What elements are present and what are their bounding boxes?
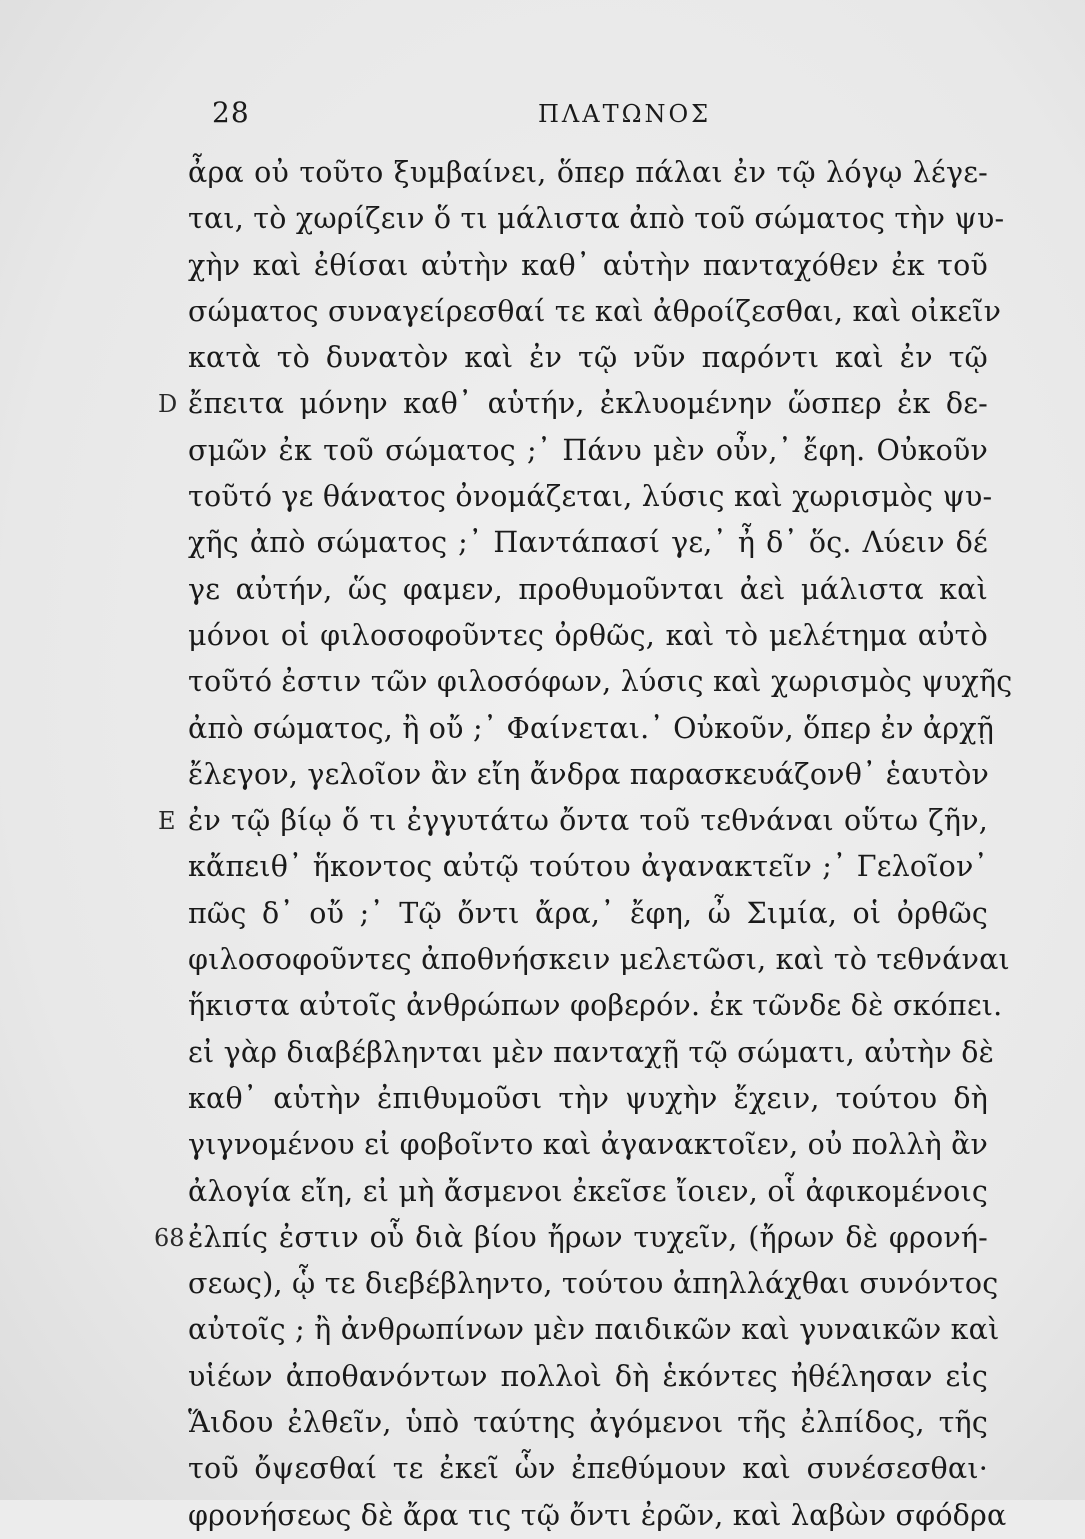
line-text: Ἅιδου ἐλθεῖν, ὑπὸ ταύτης ἀγόμενοι τῆς ἐλπίδος, τῆς bbox=[188, 1406, 988, 1440]
line-text: σμῶν ἐκ τοῦ σώματος ;᾽ Πάνυ μὲν οὖν,᾽ ἔφη. Οὐκοῦν bbox=[188, 433, 988, 467]
line-text: αὐτοῖς ; ἢ ἀνθρωπίνων μὲν παιδικῶν καὶ γυναικῶν καὶ bbox=[188, 1313, 1000, 1347]
text-line bbox=[188, 1354, 988, 1400]
line-text: γιγνομένου εἰ φοβοῖντο καὶ ἀγανακτοῖεν, οὐ πολλὴ ἂν bbox=[188, 1128, 989, 1162]
line-text: τοῦτό γε θάνατος ὀνομάζεται, λύσις καὶ χωρισμὸς ψυ- bbox=[188, 480, 993, 514]
line-text: μόνοι οἱ φιλοσοφοῦντες ὀρθῶς, καὶ τὸ μελέτημα αὐτὸ bbox=[188, 618, 988, 652]
text-line bbox=[188, 752, 988, 798]
line-text: φιλοσοφοῦντες ἀποθνήσκειν μελετῶσι, καὶ τὸ τεθνάναι bbox=[188, 943, 1010, 977]
text-line bbox=[188, 983, 1003, 1029]
text-line bbox=[188, 428, 988, 474]
text-line bbox=[188, 196, 1005, 242]
text-line bbox=[188, 335, 988, 381]
line-text: ἥκιστα αὐτοῖς ἀνθρώπων φοβερόν. ἐκ τῶνδε δὲ σκόπει. bbox=[188, 989, 1003, 1023]
text-line bbox=[188, 150, 988, 196]
line-text: γε αὐτήν, ὥς φαμεν, προθυμοῦνται ἀεὶ μάλιστα καὶ bbox=[188, 572, 988, 606]
text-line bbox=[188, 1169, 988, 1215]
text-line bbox=[188, 1122, 988, 1168]
text-line bbox=[188, 520, 988, 566]
text-line bbox=[188, 844, 988, 890]
text-line bbox=[188, 289, 1002, 335]
text-line bbox=[188, 659, 1013, 705]
line-text: χῆς ἀπὸ σώματος ;᾽ Παντάπασί γε,᾽ ἦ δ᾽ ὅς. Λύειν δέ bbox=[188, 526, 988, 560]
line-text: κατὰ τὸ δυνατὸν καὶ ἐν τῷ νῦν παρόντι καὶ ἐν τῷ bbox=[188, 341, 988, 375]
text-line bbox=[188, 1076, 988, 1122]
text-line bbox=[188, 1400, 988, 1446]
text-line bbox=[188, 613, 988, 659]
text-line bbox=[188, 1030, 995, 1076]
line-text: σώματος συναγείρεσθαί τε καὶ ἀθροίζεσθαι, καὶ οἰκεῖν bbox=[188, 294, 1002, 328]
margin-section-marker: E bbox=[158, 807, 176, 836]
text-line bbox=[154, 1215, 988, 1261]
margin-section-marker: 68 bbox=[154, 1223, 185, 1252]
text-line bbox=[188, 1307, 1000, 1353]
line-text: ται, τὸ χωρίζειν ὅ τι μάλιστα ἀπὸ τοῦ σώματος τὴν ψυ- bbox=[188, 202, 1005, 236]
text-block bbox=[154, 150, 1013, 1539]
line-text: ἐν τῷ βίῳ ὅ τι ἐγγυτάτω ὄντα τοῦ τεθνάναι οὕτω ζῆν, bbox=[188, 804, 988, 838]
text-line bbox=[158, 381, 988, 427]
text-line bbox=[188, 937, 1010, 983]
running-head: ΠΛΑΤΩΝΟΣ bbox=[538, 100, 712, 128]
line-text: σεως), ᾧ τε διεβέβληντο, τούτου ἀπηλλάχθαι συνόντος bbox=[188, 1267, 999, 1301]
margin-section-marker: D bbox=[158, 390, 178, 419]
line-text: τοῦτό ἐστιν τῶν φιλοσόφων, λύσις καὶ χωρισμὸς ψυχῆς bbox=[188, 665, 1013, 699]
line-text: ἔλεγον, γελοῖον ἂν εἴη ἄνδρα παρασκευάζονθ᾽ ἑαυτὸν bbox=[188, 757, 990, 791]
text-line bbox=[158, 798, 988, 844]
line-text: ἀλογία εἴη, εἰ μὴ ἄσμενοι ἐκεῖσε ἴοιεν, οἷ ἀφικομένοις bbox=[188, 1174, 988, 1208]
text-line bbox=[188, 567, 988, 613]
line-text: κἄπειθ᾽ ἥκοντος αὐτῷ τούτου ἀγανακτεῖν ;᾽ Γελοῖον᾽ bbox=[188, 850, 988, 884]
line-text: φρονήσεως δὲ ἄρα τις τῷ ὄντι ἐρῶν, καὶ λαβὼν σφόδρα bbox=[188, 1498, 1007, 1532]
text-line bbox=[188, 706, 995, 752]
line-text: χὴν καὶ ἐθίσαι αὐτὴν καθ᾽ αὑτὴν πανταχόθεν ἐκ τοῦ bbox=[188, 248, 988, 282]
line-text: ἆρα οὐ τοῦτο ξυμβαίνει, ὅπερ πάλαι ἐν τῷ λόγῳ λέγε- bbox=[188, 156, 988, 189]
page-number: 28 bbox=[212, 96, 250, 129]
text-line bbox=[188, 891, 988, 937]
line-text: ἔπειτα μόνην καθ᾽ αὑτήν, ἐκλυομένην ὥσπερ ἐκ δε- bbox=[188, 387, 988, 421]
line-text: υἱέων ἀποθανόντων πολλοὶ δὴ ἑκόντες ἠθέλησαν εἰς bbox=[188, 1359, 988, 1393]
text-line bbox=[188, 243, 988, 289]
text-line bbox=[188, 1261, 999, 1307]
line-text: εἰ γὰρ διαβέβληνται μὲν πανταχῇ τῷ σώματι, αὐτὴν δὲ bbox=[188, 1035, 995, 1069]
text-line bbox=[188, 474, 993, 520]
text-line bbox=[188, 1446, 988, 1492]
line-text: καθ᾽ αὑτὴν ἐπιθυμοῦσι τὴν ψυχὴν ἔχειν, τούτου δὴ bbox=[188, 1081, 988, 1115]
line-text: ἀπὸ σώματος, ἢ οὔ ;᾽ Φαίνεται.᾽ Οὐκοῦν, ὅπερ ἐν ἀρχῇ bbox=[188, 711, 995, 745]
line-text: πῶς δ᾽ οὔ ;᾽ Τῷ ὄντι ἄρα,᾽ ἔφη, ὦ Σιμία, οἱ ὀρθῶς bbox=[188, 896, 988, 930]
line-text: τοῦ ὄψεσθαί τε ἐκεῖ ὧν ἐπεθύμουν καὶ συνέσεσθαι· bbox=[188, 1452, 988, 1486]
line-text: ἐλπίς ἐστιν οὗ διὰ βίου ἤρων τυχεῖν, (ἤρων δὲ φρονή- bbox=[188, 1220, 988, 1254]
